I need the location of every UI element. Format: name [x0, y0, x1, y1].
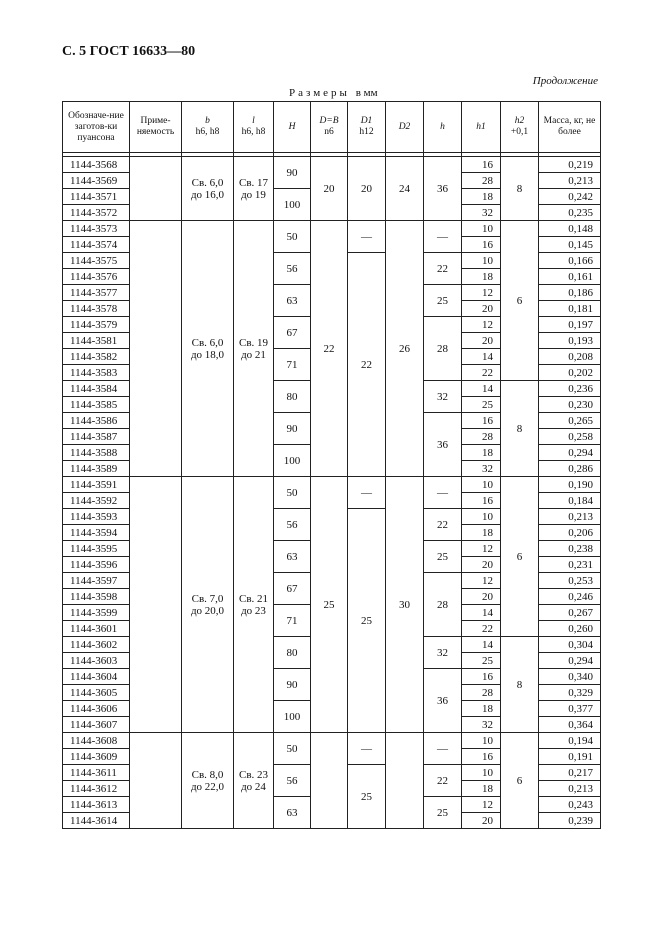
h1-cell: 10: [462, 509, 501, 525]
designation-cell: 1144-3613: [63, 797, 130, 813]
H-cell: 63: [274, 797, 311, 829]
designation-cell: 1144-3594: [63, 525, 130, 541]
h1-cell: 12: [462, 541, 501, 557]
mass-cell: 0,193: [539, 333, 601, 349]
h-cell: —: [424, 733, 462, 765]
h1-cell: 18: [462, 445, 501, 461]
D1-cell: 25: [348, 765, 386, 829]
mass-cell: 0,206: [539, 525, 601, 541]
H-cell: 90: [274, 413, 311, 445]
page-header: С. 5 ГОСТ 16633—80: [62, 44, 196, 59]
designation-cell: 1144-3573: [63, 221, 130, 237]
h1-cell: 16: [462, 749, 501, 765]
mass-cell: 0,191: [539, 749, 601, 765]
col-H: H: [274, 102, 311, 153]
h1-cell: 18: [462, 781, 501, 797]
H-cell: 90: [274, 669, 311, 701]
designation-cell: 1144-3601: [63, 621, 130, 637]
mass-cell: 0,265: [539, 413, 601, 429]
b-cell: Св. 6,0 до 16,0: [182, 157, 234, 221]
H-cell: 67: [274, 573, 311, 605]
mass-cell: 0,230: [539, 397, 601, 413]
H-cell: 56: [274, 765, 311, 797]
h1-cell: 10: [462, 733, 501, 749]
h1-cell: 14: [462, 605, 501, 621]
h-cell: 32: [424, 637, 462, 669]
designation-cell: 1144-3602: [63, 637, 130, 653]
mass-cell: 0,235: [539, 205, 601, 221]
H-cell: 63: [274, 541, 311, 573]
H-cell: 80: [274, 381, 311, 413]
designation-cell: 1144-3595: [63, 541, 130, 557]
mass-cell: 0,267: [539, 605, 601, 621]
table-row: [63, 477, 601, 493]
h1-cell: 25: [462, 653, 501, 669]
applicability-cell: [130, 477, 182, 733]
designation-cell: 1144-3608: [63, 733, 130, 749]
h1-cell: 18: [462, 189, 501, 205]
units-caption: Размеры в мм: [289, 87, 378, 99]
mass-cell: 0,194: [539, 733, 601, 749]
D1-cell: —: [348, 733, 386, 765]
mass-cell: 0,340: [539, 669, 601, 685]
H-cell: 71: [274, 349, 311, 381]
h-cell: —: [424, 221, 462, 253]
mass-cell: 0,208: [539, 349, 601, 365]
mass-cell: 0,219: [539, 157, 601, 173]
designation-cell: 1144-3582: [63, 349, 130, 365]
b-cell: Св. 6,0 до 18,0: [182, 221, 234, 477]
designation-cell: 1144-3606: [63, 701, 130, 717]
H-cell: 63: [274, 285, 311, 317]
h1-cell: 12: [462, 317, 501, 333]
H-cell: 100: [274, 445, 311, 477]
mass-cell: 0,186: [539, 285, 601, 301]
h-cell: 28: [424, 317, 462, 381]
l-cell: Св. 19 до 21: [234, 221, 274, 477]
mass-cell: 0,181: [539, 301, 601, 317]
DB-cell: 25: [311, 477, 348, 733]
col-l: l h6, h8: [234, 102, 274, 153]
mass-cell: 0,197: [539, 317, 601, 333]
mass-cell: 0,148: [539, 221, 601, 237]
h1-cell: 22: [462, 621, 501, 637]
h1-cell: 16: [462, 493, 501, 509]
mass-cell: 0,286: [539, 461, 601, 477]
table-header-row: [63, 102, 601, 153]
designation-cell: 1144-3585: [63, 397, 130, 413]
l-cell: Св. 23 до 24: [234, 733, 274, 829]
h-cell: —: [424, 477, 462, 509]
designation-cell: 1144-3597: [63, 573, 130, 589]
designation-cell: 1144-3589: [63, 461, 130, 477]
h1-cell: 14: [462, 381, 501, 397]
designation-cell: 1144-3598: [63, 589, 130, 605]
h1-cell: 25: [462, 397, 501, 413]
col-applicability: Приме-няемость: [130, 102, 182, 153]
h1-cell: 12: [462, 285, 501, 301]
H-cell: 67: [274, 317, 311, 349]
h1-cell: 12: [462, 797, 501, 813]
h1-cell: 10: [462, 765, 501, 781]
table-row: [63, 221, 601, 237]
col-h: h: [424, 102, 462, 153]
mass-cell: 0,231: [539, 557, 601, 573]
h-cell: 22: [424, 253, 462, 285]
H-cell: 100: [274, 189, 311, 221]
designation-cell: 1144-3599: [63, 605, 130, 621]
designation-cell: 1144-3584: [63, 381, 130, 397]
mass-cell: 0,260: [539, 621, 601, 637]
col-D1: D1 h12: [348, 102, 386, 153]
designation-cell: 1144-3591: [63, 477, 130, 493]
mass-cell: 0,202: [539, 365, 601, 381]
mass-cell: 0,236: [539, 381, 601, 397]
designation-cell: 1144-3614: [63, 813, 130, 829]
designation-cell: 1144-3596: [63, 557, 130, 573]
D1-cell: —: [348, 221, 386, 253]
mass-cell: 0,213: [539, 781, 601, 797]
applicability-cell: [130, 157, 182, 221]
h-cell: 22: [424, 765, 462, 797]
DB-cell: 22: [311, 221, 348, 477]
h-cell: 25: [424, 797, 462, 829]
designation-cell: 1144-3612: [63, 781, 130, 797]
mass-cell: 0,213: [539, 509, 601, 525]
designation-cell: 1144-3592: [63, 493, 130, 509]
D1-cell: —: [348, 477, 386, 509]
designation-cell: 1144-3587: [63, 429, 130, 445]
h1-cell: 14: [462, 349, 501, 365]
D2-cell: 24: [386, 157, 424, 221]
h1-cell: 10: [462, 253, 501, 269]
h1-cell: 32: [462, 205, 501, 221]
h1-cell: 14: [462, 637, 501, 653]
mass-cell: 0,145: [539, 237, 601, 253]
designation-cell: 1144-3605: [63, 685, 130, 701]
designation-cell: 1144-3578: [63, 301, 130, 317]
designation-cell: 1144-3581: [63, 333, 130, 349]
h-cell: 25: [424, 541, 462, 573]
continuation-label: Продолжение: [532, 75, 598, 87]
mass-cell: 0,239: [539, 813, 601, 829]
h1-cell: 20: [462, 813, 501, 829]
mass-cell: 0,364: [539, 717, 601, 733]
H-cell: 56: [274, 253, 311, 285]
designation-cell: 1144-3579: [63, 317, 130, 333]
designation-cell: 1144-3611: [63, 765, 130, 781]
col-D2: D2: [386, 102, 424, 153]
applicability-cell: [130, 221, 182, 477]
col-designation: Обозначе-ние заготов-ки пуансона: [63, 102, 130, 153]
D1-cell: 22: [348, 253, 386, 477]
table-body: [63, 157, 601, 829]
designation-cell: 1144-3568: [63, 157, 130, 173]
mass-cell: 0,258: [539, 429, 601, 445]
l-cell: Св. 21 до 23: [234, 477, 274, 733]
h1-cell: 20: [462, 589, 501, 605]
col-b: b h6, h8: [182, 102, 234, 153]
h2-cell: 6: [501, 221, 539, 381]
h1-cell: 10: [462, 477, 501, 493]
applicability-cell: [130, 733, 182, 829]
designation-cell: 1144-3576: [63, 269, 130, 285]
designation-cell: 1144-3572: [63, 205, 130, 221]
mass-cell: 0,213: [539, 173, 601, 189]
h1-cell: 16: [462, 237, 501, 253]
mass-cell: 0,246: [539, 589, 601, 605]
designation-cell: 1144-3583: [63, 365, 130, 381]
mass-cell: 0,243: [539, 797, 601, 813]
h1-cell: 32: [462, 717, 501, 733]
h-cell: 25: [424, 285, 462, 317]
h1-cell: 32: [462, 461, 501, 477]
h1-cell: 18: [462, 525, 501, 541]
mass-cell: 0,253: [539, 573, 601, 589]
h1-cell: 16: [462, 157, 501, 173]
col-h2: h2 +0,1: [501, 102, 539, 153]
h2-cell: 6: [501, 733, 539, 829]
H-cell: 80: [274, 637, 311, 669]
h-cell: 36: [424, 157, 462, 221]
designation-cell: 1144-3593: [63, 509, 130, 525]
h1-cell: 20: [462, 557, 501, 573]
H-cell: 50: [274, 221, 311, 253]
designation-cell: 1144-3577: [63, 285, 130, 301]
h1-cell: 28: [462, 429, 501, 445]
D1-cell: 20: [348, 157, 386, 221]
designation-cell: 1144-3609: [63, 749, 130, 765]
col-h1: h1: [462, 102, 501, 153]
table-row: [63, 157, 601, 173]
designation-cell: 1144-3569: [63, 173, 130, 189]
designation-cell: 1144-3603: [63, 653, 130, 669]
mass-cell: 0,294: [539, 445, 601, 461]
col-mass: Масса, кг, не более: [539, 102, 601, 153]
DB-cell: [311, 733, 348, 829]
mass-cell: 0,294: [539, 653, 601, 669]
designation-cell: 1144-3586: [63, 413, 130, 429]
h2-cell: 6: [501, 477, 539, 637]
designation-cell: 1144-3588: [63, 445, 130, 461]
h1-cell: 18: [462, 269, 501, 285]
dimensions-table: [62, 101, 601, 829]
designation-cell: 1144-3571: [63, 189, 130, 205]
designation-cell: 1144-3575: [63, 253, 130, 269]
col-DB: D=B n6: [311, 102, 348, 153]
H-cell: 50: [274, 477, 311, 509]
h1-cell: 10: [462, 221, 501, 237]
H-cell: 71: [274, 605, 311, 637]
h1-cell: 20: [462, 333, 501, 349]
D2-cell: [386, 733, 424, 829]
H-cell: 100: [274, 701, 311, 733]
DB-cell: 20: [311, 157, 348, 221]
table-row: [63, 733, 601, 749]
h1-cell: 16: [462, 413, 501, 429]
h-cell: 36: [424, 669, 462, 733]
mass-cell: 0,184: [539, 493, 601, 509]
H-cell: 56: [274, 509, 311, 541]
h1-cell: 20: [462, 301, 501, 317]
h-cell: 22: [424, 509, 462, 541]
h1-cell: 28: [462, 173, 501, 189]
l-cell: Св. 17 до 19: [234, 157, 274, 221]
designation-cell: 1144-3604: [63, 669, 130, 685]
mass-cell: 0,377: [539, 701, 601, 717]
mass-cell: 0,238: [539, 541, 601, 557]
mass-cell: 0,166: [539, 253, 601, 269]
D1-cell: 25: [348, 509, 386, 733]
H-cell: 90: [274, 157, 311, 189]
h2-cell: 8: [501, 381, 539, 477]
designation-cell: 1144-3607: [63, 717, 130, 733]
mass-cell: 0,161: [539, 269, 601, 285]
mass-cell: 0,304: [539, 637, 601, 653]
H-cell: 50: [274, 733, 311, 765]
b-cell: Св. 7,0 до 20,0: [182, 477, 234, 733]
h-cell: 36: [424, 413, 462, 477]
h1-cell: 22: [462, 365, 501, 381]
h1-cell: 18: [462, 701, 501, 717]
h2-cell: 8: [501, 637, 539, 733]
h2-cell: 8: [501, 157, 539, 221]
mass-cell: 0,217: [539, 765, 601, 781]
mass-cell: 0,190: [539, 477, 601, 493]
mass-cell: 0,329: [539, 685, 601, 701]
D2-cell: 30: [386, 477, 424, 733]
h1-cell: 16: [462, 669, 501, 685]
h-cell: 28: [424, 573, 462, 637]
h1-cell: 12: [462, 573, 501, 589]
b-cell: Св. 8,0 до 22,0: [182, 733, 234, 829]
h-cell: 32: [424, 381, 462, 413]
h1-cell: 28: [462, 685, 501, 701]
designation-cell: 1144-3574: [63, 237, 130, 253]
mass-cell: 0,242: [539, 189, 601, 205]
D2-cell: 26: [386, 221, 424, 477]
